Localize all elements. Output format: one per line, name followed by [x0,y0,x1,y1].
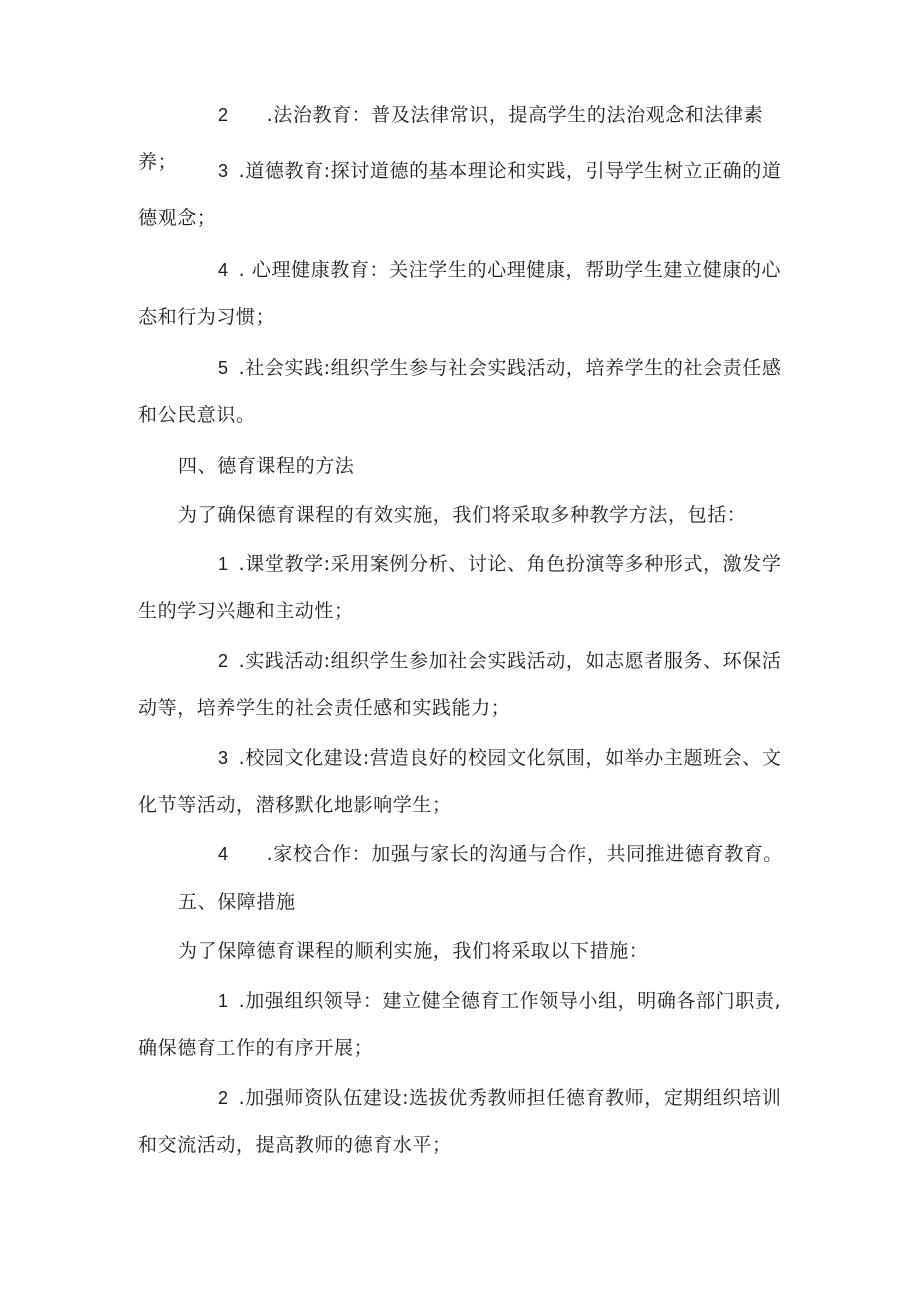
list-item-organization [138,978,786,1072]
list-number: 4 [218,260,229,280]
list-item-teaching-staff [138,1075,786,1169]
list-number: 2 [218,1088,229,1108]
list-item-text: .课堂教学:采用案例分析、讨论、角色扮演等多种形式，激发学生的学习兴趣和主动性； [138,553,782,622]
list-number: 4 [218,844,229,864]
list-number: 3 [218,748,229,768]
list-item-social-practice [138,345,786,439]
list-item-home-school [138,831,786,878]
list-item-moral-education [138,148,786,242]
list-number: 5 [218,358,229,378]
list-item-classroom-teaching [138,541,786,635]
list-item-text: . 心理健康教育：关注学生的心理健康，帮助学生建立健康的心态和行为习惯； [138,259,782,328]
list-number: 1 [218,991,229,1011]
list-item-practice-activities [138,638,786,732]
list-item-text: .校园文化建设:营造良好的校园文化氛围，如举办主题班会、文化节等活动，潜移默化地影响学生； [138,747,782,816]
section-heading-methods: 四、德育课程的方法 [178,455,355,477]
list-item-campus-culture [138,735,786,829]
list-number: 2 [218,651,229,671]
list-item-text: .加强师资队伍建设:选拔优秀教师担任德育教师，定期组织培训和交流活动，提高教师的德育水平； [138,1087,782,1156]
list-item-text: .社会实践:组织学生参与社会实践活动，培养学生的社会责任感和公民意识。 [138,357,782,426]
safeguards-intro: 为了保障德育课程的顺利实施，我们将采取以下措施： [178,940,649,962]
list-item-text: .道德教育:探讨道德的基本理论和实践，引导学生树立正确的道德观念； [138,160,782,229]
list-item-mental-health [138,247,786,341]
section-heading-safeguards: 五、保障措施 [178,891,296,913]
list-item-text: .法治教育：普及法律常识，提高学生的法治观念和法律素养； [138,104,764,173]
methods-intro: 为了确保德育课程的有效实施，我们将采取多种教学方法，包括： [178,504,747,526]
list-number: 1 [218,554,229,574]
list-number: 3 [218,161,229,181]
list-item-text: .家校合作：加强与家长的沟通与合作，共同推进德育教育。 [266,843,783,865]
list-item-text: .加强组织领导：建立健全德育工作领导小组，明确各部门职责,确保德育工作的有序开展； [138,990,782,1059]
list-number: 2 [218,105,229,125]
list-item-text: .实践活动:组织学生参加社会实践活动，如志愿者服务、环保活动等，培养学生的社会责任感和实践能力； [138,650,782,719]
